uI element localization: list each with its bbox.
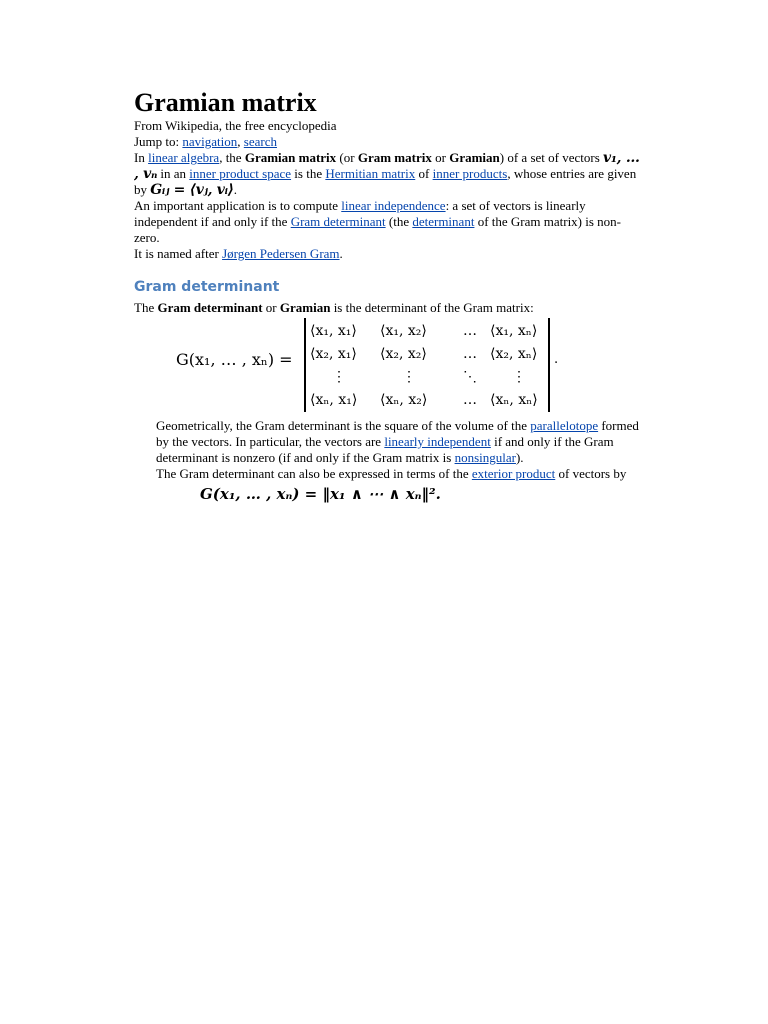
hermitian-matrix-link[interactable]: Hermitian matrix — [325, 166, 416, 181]
page-title: Gramian matrix — [134, 88, 317, 117]
matrix-grid — [310, 320, 560, 412]
indented-block — [156, 418, 644, 502]
gram-determinant-link[interactable]: Gram determinant — [290, 214, 386, 229]
matrix-row: ⟨xₙ, x₁⟩ ⟨xₙ, x₂⟩ … ⟨xₙ, xₙ⟩ — [310, 392, 538, 408]
jump-links: Jump to: navigation, search — [134, 134, 277, 149]
nonsingular-link[interactable]: nonsingular — [454, 450, 516, 465]
matrix-row: ⟨x₂, x₁⟩ ⟨x₂, x₂⟩ … ⟨x₂, xₙ⟩ — [310, 346, 538, 362]
linearly-independent-link[interactable]: linearly independent — [384, 434, 491, 449]
inner-products-link[interactable]: inner products — [432, 166, 508, 181]
entry-formula: Gᵢⱼ = ⟨vⱼ, vᵢ⟩ — [150, 182, 234, 198]
intro-paragraph: In linear algebra, the Gramian matrix (or Gram matrix or Gramian) of a set of vectors v₁, … , vₙ in an inner product space is the Hermitian matrix of inner products, whose entries are given by Gᵢⱼ = ⟨vⱼ, vᵢ⟩. — [134, 150, 640, 198]
application-paragraph: An important application is to compute linear independence: a set of vectors is linearly independent if and only if the Gram determinant (the determinant of the Gram matrix) is non-zero. — [134, 198, 622, 245]
gram-determinant-equation: G(x₁, … , xₙ) = ⟨x₁, x₁⟩ ⟨x₁, x₂⟩ … ⟨x₁, xₙ⟩ ⟨x₂, x₁⟩ ⟨x₂, x₂⟩ … ⟨x₂, xₙ⟩ ⋮ ⋮ ⋱ ⋮ ⟨xₙ, x₁⟩ ⟨xₙ, x₂⟩ … ⟨xₙ, xₙ⟩ . — [134, 318, 644, 414]
named-after-paragraph: It is named after Jørgen Pedersen Gram. — [134, 246, 343, 261]
article-body — [134, 88, 644, 502]
parallelotope-link[interactable]: parallelotope — [530, 418, 599, 433]
matrix-row: ⟨x₁, x₁⟩ ⟨x₁, x₂⟩ … ⟨x₁, xₙ⟩ — [310, 323, 538, 339]
linear-algebra-link[interactable]: linear algebra — [148, 150, 220, 165]
linear-independence-link[interactable]: linear independence — [341, 198, 446, 213]
vectors-formula: v₁, … , vₙ — [134, 150, 640, 182]
exterior-product-link[interactable]: exterior product — [471, 466, 556, 481]
determinant-link[interactable]: determinant — [412, 214, 475, 229]
gram-person-link[interactable]: Jørgen Pedersen Gram — [222, 246, 340, 261]
equation-lhs: G(x₁, … , xₙ) = — [176, 350, 293, 369]
exterior-product-paragraph: The Gram determinant can also be expressed in terms of the exterior product of vectors by — [156, 466, 627, 481]
determinant-bar-left — [304, 318, 306, 412]
definition-paragraph: The Gram determinant or Gramian is the determinant of the Gram matrix: — [134, 300, 534, 315]
geometric-paragraph: Geometrically, the Gram determinant is the square of the volume of the parallelotope formed by the vectors. In particular, the vectors are linearly independent if and only if the Gram determinant is nonzero (if and only if the Gram matrix is nonsingular). — [156, 418, 639, 465]
matrix-row: ⋮ ⋮ ⋱ ⋮ — [332, 369, 526, 385]
determinant-bar-right — [548, 318, 550, 412]
exterior-product-equation: G(x₁, … , xₙ) = ‖x₁ ∧ ⋯ ∧ xₙ‖². — [200, 485, 441, 503]
inner-product-space-link[interactable]: inner product space — [189, 166, 292, 181]
section-heading-gram-determinant: Gram determinant — [134, 279, 280, 295]
tagline: From Wikipedia, the free encyclopedia — [134, 118, 337, 133]
search-link[interactable]: search — [243, 134, 277, 149]
navigation-link[interactable]: navigation — [182, 134, 238, 149]
